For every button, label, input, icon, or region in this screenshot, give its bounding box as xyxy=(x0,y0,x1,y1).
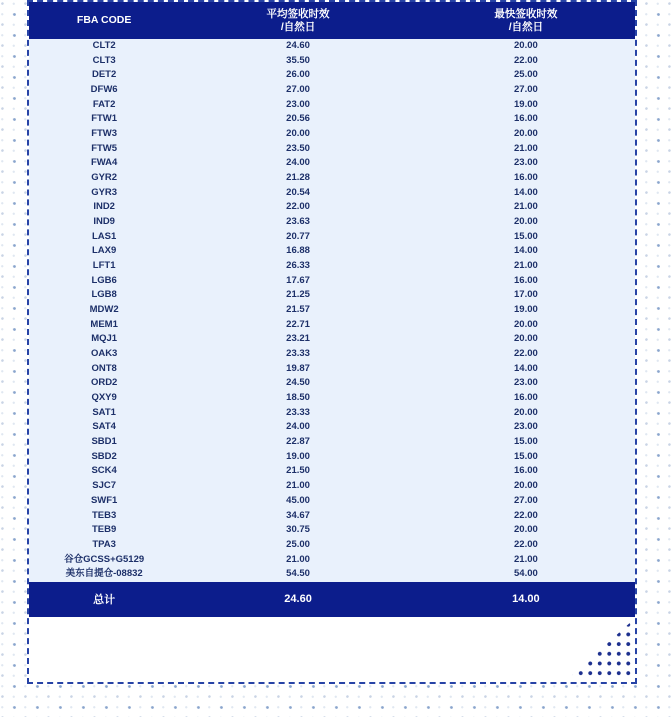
table-row xyxy=(29,83,635,98)
table-header-row xyxy=(29,2,635,39)
avg-days-cell: 21.00 xyxy=(286,480,310,492)
fastest-days-cell: 20.00 xyxy=(514,480,538,492)
table-row xyxy=(29,156,635,171)
table-row xyxy=(29,244,635,259)
table-row xyxy=(29,186,635,201)
fba-code-cell: 谷仓GCSS+G5129 xyxy=(64,553,145,565)
table-row xyxy=(29,68,635,83)
fba-code-cell: SCK4 xyxy=(91,465,117,477)
table-row xyxy=(29,509,635,524)
avg-days-cell: 21.00 xyxy=(286,553,310,565)
avg-days-cell: 22.87 xyxy=(286,436,310,448)
avg-days-cell: 19.00 xyxy=(286,450,310,462)
fba-code-cell: IND9 xyxy=(93,216,115,228)
table-row xyxy=(29,391,635,406)
header-fastest-days xyxy=(417,2,635,39)
fastest-days-cell: 20.00 xyxy=(514,333,538,345)
avg-days-cell: 18.50 xyxy=(286,392,310,404)
fba-code-cell: FAT2 xyxy=(92,98,116,110)
avg-days-cell: 20.54 xyxy=(286,186,310,198)
table-row xyxy=(29,215,635,230)
fba-code-cell: LGB8 xyxy=(91,289,117,301)
fba-code-cell: SBD2 xyxy=(91,450,117,462)
table-row xyxy=(29,376,635,391)
fastest-days-cell: 22.00 xyxy=(514,54,538,66)
fastest-days-cell: 15.00 xyxy=(514,450,538,462)
fastest-days-cell: 27.00 xyxy=(514,494,538,506)
fastest-days-cell: 14.00 xyxy=(514,362,538,374)
table-row xyxy=(29,259,635,274)
table-row xyxy=(29,553,635,568)
avg-days-cell: 24.00 xyxy=(286,157,310,169)
fastest-days-cell: 54.00 xyxy=(514,568,538,580)
header-fba-code xyxy=(29,2,179,39)
header-fba-code-label: FBA CODE xyxy=(76,14,132,26)
fba-code-cell: FTW1 xyxy=(91,113,118,125)
fastest-days-cell: 19.00 xyxy=(514,98,538,110)
fba-code-cell: FTW3 xyxy=(91,128,118,140)
table-total-row xyxy=(29,582,635,617)
fba-code-cell: LAX9 xyxy=(91,245,117,257)
fba-code-cell: GYR2 xyxy=(91,172,118,184)
fastest-days-cell: 14.00 xyxy=(514,245,538,257)
fastest-days-cell: 23.00 xyxy=(514,421,538,433)
table-card xyxy=(27,0,637,684)
avg-days-cell: 23.21 xyxy=(286,333,310,345)
avg-days-cell: 23.33 xyxy=(286,348,310,360)
fba-code-cell: TEB9 xyxy=(91,524,117,536)
table-row xyxy=(29,567,635,582)
avg-days-cell: 25.00 xyxy=(286,538,310,550)
avg-days-cell: 19.87 xyxy=(286,362,310,374)
fba-code-cell: LGB6 xyxy=(91,274,117,286)
fastest-days-cell: 22.00 xyxy=(514,538,538,550)
fba-code-cell: DET2 xyxy=(91,69,117,81)
avg-days-cell: 54.50 xyxy=(286,568,310,580)
fba-code-cell: ONT8 xyxy=(91,362,117,374)
avg-days-cell: 16.88 xyxy=(286,245,310,257)
fastest-days-cell: 15.00 xyxy=(514,436,538,448)
fba-code-cell: SWF1 xyxy=(90,494,118,506)
fba-code-cell: MQJ1 xyxy=(91,333,118,345)
fba-code-cell: IND2 xyxy=(93,201,115,213)
avg-days-cell: 21.50 xyxy=(286,465,310,477)
fastest-days-cell: 22.00 xyxy=(514,348,538,360)
avg-days-cell: 23.63 xyxy=(286,216,310,228)
avg-days-cell: 26.00 xyxy=(286,69,310,81)
avg-days-cell: 30.75 xyxy=(286,524,310,536)
avg-days-cell: 21.57 xyxy=(286,304,310,316)
avg-days-cell: 17.67 xyxy=(286,274,310,286)
header-fastest-days-label: 最快签收时效 xyxy=(494,7,558,20)
fba-code-cell: DFW6 xyxy=(90,84,118,96)
fastest-days-cell: 20.00 xyxy=(514,216,538,228)
avg-days-cell: 23.33 xyxy=(286,406,310,418)
total-label-cell: 总计 xyxy=(93,594,116,607)
table-row xyxy=(29,494,635,509)
header-avg-days-label: 平均签收时效 xyxy=(266,7,330,20)
table-row xyxy=(29,127,635,142)
table-row xyxy=(29,274,635,289)
table-row xyxy=(29,98,635,113)
fastest-days-cell: 25.00 xyxy=(514,69,538,81)
fba-code-cell: TPA3 xyxy=(92,538,116,550)
fastest-days-cell: 21.00 xyxy=(514,260,538,272)
table-row xyxy=(29,347,635,362)
avg-days-cell: 22.71 xyxy=(286,318,310,330)
total-fastest-cell: 14.00 xyxy=(512,593,540,606)
fastest-days-cell: 20.00 xyxy=(514,40,538,51)
fba-code-cell: LAS1 xyxy=(91,230,117,242)
avg-days-cell: 34.67 xyxy=(286,509,310,521)
avg-days-cell: 23.50 xyxy=(286,142,310,154)
total-avg-cell: 24.60 xyxy=(284,593,312,606)
avg-days-cell: 27.00 xyxy=(286,84,310,96)
fba-code-cell: ORD2 xyxy=(90,377,118,389)
table-row xyxy=(29,464,635,479)
avg-days-cell: 24.50 xyxy=(286,377,310,389)
table-row xyxy=(29,288,635,303)
table-row xyxy=(29,54,635,69)
fastest-days-cell: 20.00 xyxy=(514,524,538,536)
table-row xyxy=(29,435,635,450)
table-row xyxy=(29,142,635,157)
fba-code-cell: SJC7 xyxy=(92,480,117,492)
table-row xyxy=(29,523,635,538)
table-row xyxy=(29,171,635,186)
table-row xyxy=(29,112,635,127)
fba-code-cell: CLT3 xyxy=(92,54,116,66)
fastest-days-cell: 15.00 xyxy=(514,230,538,242)
fba-code-cell: SAT4 xyxy=(92,421,116,433)
table-row xyxy=(29,39,635,54)
avg-days-cell: 45.00 xyxy=(286,494,310,506)
fastest-days-cell: 22.00 xyxy=(514,509,538,521)
fba-code-cell: OAK3 xyxy=(90,348,118,360)
fastest-days-cell: 20.00 xyxy=(514,406,538,418)
fba-code-cell: 美东自提仓-08832 xyxy=(65,568,143,580)
table-row xyxy=(29,420,635,435)
fba-code-cell: LFT1 xyxy=(92,260,116,272)
avg-days-cell: 24.60 xyxy=(286,40,310,51)
avg-days-cell: 24.00 xyxy=(286,421,310,433)
avg-days-cell: 20.00 xyxy=(286,128,310,140)
fba-code-cell: SBD1 xyxy=(91,436,117,448)
avg-days-cell: 21.25 xyxy=(286,289,310,301)
avg-days-cell: 20.56 xyxy=(286,113,310,125)
table-row xyxy=(29,362,635,377)
table-row xyxy=(29,479,635,494)
fba-code-cell: QXY9 xyxy=(91,392,117,404)
avg-days-cell: 23.00 xyxy=(286,98,310,110)
fastest-days-cell: 16.00 xyxy=(514,113,538,125)
fastest-days-cell: 21.00 xyxy=(514,553,538,565)
avg-days-cell: 20.77 xyxy=(286,230,310,242)
fba-code-cell: SAT1 xyxy=(92,406,116,418)
avg-days-cell: 35.50 xyxy=(286,54,310,66)
table-body xyxy=(29,39,635,582)
fastest-days-cell: 27.00 xyxy=(514,84,538,96)
fastest-days-cell: 16.00 xyxy=(514,392,538,404)
fastest-days-cell: 20.00 xyxy=(514,318,538,330)
table-row xyxy=(29,230,635,245)
header-avg-days xyxy=(179,2,417,39)
table-row xyxy=(29,200,635,215)
header-avg-days-sub: /自然日 xyxy=(280,20,316,33)
table-row xyxy=(29,406,635,421)
fba-code-cell: FWA4 xyxy=(90,157,118,169)
fba-code-cell: GYR3 xyxy=(91,186,118,198)
table-row xyxy=(29,303,635,318)
avg-days-cell: 22.00 xyxy=(286,201,310,213)
corner-dot-triangle-decoration xyxy=(569,620,633,678)
fastest-days-cell: 16.00 xyxy=(514,172,538,184)
fba-code-cell: TEB3 xyxy=(91,509,117,521)
fba-code-cell: MEM1 xyxy=(90,318,118,330)
table-row xyxy=(29,318,635,333)
fastest-days-cell: 16.00 xyxy=(514,465,538,477)
header-fastest-days-sub: /自然日 xyxy=(508,20,544,33)
fastest-days-cell: 20.00 xyxy=(514,128,538,140)
avg-days-cell: 21.28 xyxy=(286,172,310,184)
fba-code-cell: MDW2 xyxy=(89,304,119,316)
avg-days-cell: 26.33 xyxy=(286,260,310,272)
fastest-days-cell: 14.00 xyxy=(514,186,538,198)
fastest-days-cell: 16.00 xyxy=(514,274,538,286)
fastest-days-cell: 23.00 xyxy=(514,157,538,169)
fastest-days-cell: 23.00 xyxy=(514,377,538,389)
fba-code-cell: FTW5 xyxy=(91,142,118,154)
fba-code-cell: CLT2 xyxy=(92,40,116,51)
table-row xyxy=(29,538,635,553)
table-row xyxy=(29,450,635,465)
fastest-days-cell: 21.00 xyxy=(514,142,538,154)
fastest-days-cell: 17.00 xyxy=(514,289,538,301)
fastest-days-cell: 19.00 xyxy=(514,304,538,316)
fastest-days-cell: 21.00 xyxy=(514,201,538,213)
table-row xyxy=(29,332,635,347)
